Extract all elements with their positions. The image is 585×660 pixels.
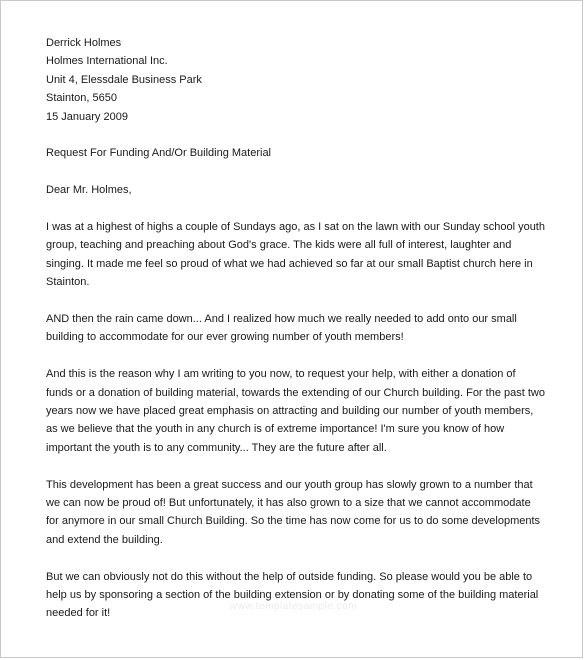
letter-date: 15 January 2009 <box>46 110 128 123</box>
spacer <box>46 163 551 181</box>
paragraph-line: for anymore in our small Church Building. So the time has now come for us to do some developments <box>46 515 541 528</box>
paragraph-line: help us by sponsoring a section of the building extension or by donating some of the building material <box>46 589 539 602</box>
paragraph-4 <box>46 476 551 550</box>
paragraph-line: Stainton. <box>46 276 90 289</box>
spacer <box>46 347 551 365</box>
paragraph-line: funds or a donation of building material, towards the extending of our Church building. For the past two <box>46 386 545 399</box>
sender-address-line-1: Unit 4, Elessdale Business Park <box>46 73 202 86</box>
spacer <box>46 292 551 310</box>
paragraph-line: as we believe that the youth in any church is of extreme importance! I'm sure you know of how <box>46 423 505 436</box>
spacer <box>46 126 551 144</box>
letter-body <box>46 34 551 623</box>
paragraph-line: building to accommodate for our ever growing number of youth members! <box>46 331 404 344</box>
paragraph-5 <box>46 568 551 623</box>
sender-name: Derrick Holmes <box>46 37 122 49</box>
paragraph-line: we can now be proud of! But unfortunately, it has also grown to a size that we cannot accommodate <box>46 497 531 510</box>
page-bottom-fade <box>1 641 582 657</box>
paragraph-line: years now we have placed great emphasis on attracting and building our number of youth members, <box>46 405 534 418</box>
spacer <box>46 457 551 475</box>
sender-company: Holmes International Inc. <box>46 55 168 68</box>
spacer <box>46 200 551 218</box>
spacer <box>46 549 551 567</box>
letter-subject: Request For Funding And/Or Building Material <box>46 147 272 160</box>
paragraph-line: I was at a highest of highs a couple of Sundays ago, as I sat on the lawn with our Sunday school youth <box>46 221 545 234</box>
paragraph-line: This development has been a great success and our youth group has slowly grown to a number that <box>46 478 533 491</box>
paragraph-line: And this is the reason why I am writing to you now, to request your help, with either a donation of <box>46 368 516 381</box>
paragraph-line: singing. It made me feel so proud of what we had achieved so far at our small Baptist church here in <box>46 257 533 270</box>
paragraph-line: group, teaching and preaching about God's grace. The kids were all full of interest, laughter and <box>46 239 512 252</box>
salutation: Dear Mr. Holmes, <box>46 184 132 197</box>
paragraph-3 <box>46 365 551 457</box>
sender-address-line-2: Stainton, 5650 <box>46 92 117 105</box>
paragraph-2 <box>46 310 551 347</box>
paragraph-line: and extend the building. <box>46 533 163 546</box>
watermark: www.templatesample.com <box>229 601 358 612</box>
paragraph-line: But we can obviously not do this without the help of outside funding. So please would you be able to <box>46 570 533 583</box>
paragraph-line: AND then the rain came down... And I realized how much we really needed to add onto our small <box>46 313 517 326</box>
paragraph-1 <box>46 218 551 292</box>
paragraph-line: important the youth is to any community... They are the future after all. <box>46 441 387 454</box>
paragraph-line: needed for it! <box>46 607 111 620</box>
